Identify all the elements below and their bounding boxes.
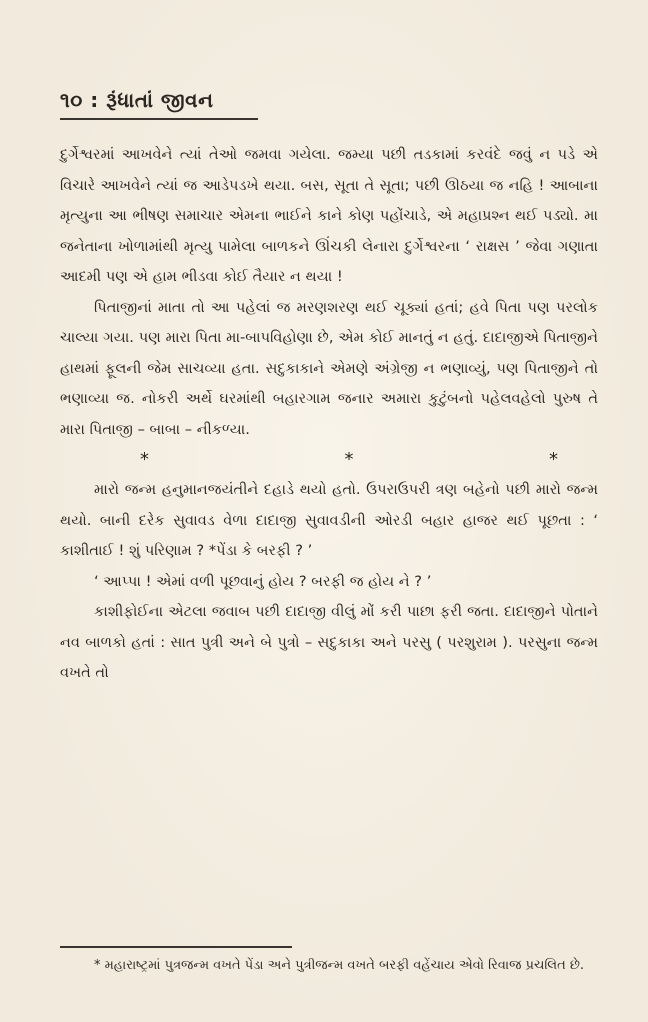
page-header: ૧૦ : રૂંધાતાં જીવન (60, 88, 214, 112)
header-underline (60, 118, 258, 120)
paragraph-4: ‘ આપ્પા ! એમાં વળી પૂછવાનું હોય ? બરફી જ હોય ને ? ’ (94, 572, 432, 590)
section-separator (60, 445, 598, 475)
page-body (60, 140, 598, 689)
separator-asterisk: * (344, 449, 354, 470)
footnote-divider (60, 946, 292, 948)
separator-asterisk: * (140, 449, 149, 470)
paragraph-2: પિતાજીનાં માતા તો આ પહેલાં જ મરણશરણ થઈ ચૂક્યાં હતાં; હવે પિતા પણ પરલોક ચાલ્યા ગયા. પણ મારા પિતા મા-બાપવિહોણા છે, એમ કોઈ માનતું ન હતું. દાદાજીએ પિતાજીને હાથમાં ફૂલની જેમ સાચવ્યા હતા. સદુકાકાને એમણે અંગ્રેજી ન ભણાવ્યું, પણ પિતાજીને તો ભણાવ્યા જ. નોકરી અર્થે ઘરમાંથી બહારગામ જનાર અમારા કુટુંબનો પહેલવહેલો પુરુષ તે મારા પિતાજી – બાબા – નીકળ્યા. (60, 298, 598, 438)
paragraph-1: દુર્ગેશ્વરમાં આખવેને ત્યાં તેઓ જમવા ગયેલા. જમ્યા પછી તડકામાં કરવંદે જવું ન પડે એ વિચારે આખવેને ત્યાં જ આડેપડખે થયા. બસ, સૂતા તે સૂતા; પછી ઊઠયા જ નહિ ! આબાના મૃત્યુના આ ભીષણ સમાચાર એમના ભાઈને કાને કોણ પહોંચાડે, એ મહાપ્રશ્ન થઈ પડ્યો. મા જનેતાના ખોળામાંથી મૃત્યુ પામેલા બાળકને ઊંચકી લેનારા દુર્ગેશ્વરના ‘ રાક્ષસ ’ જેવા ગણાતા આદમી પણ એ હામ ભીડવા કોઈ તૈયાર ન થયા ! (60, 146, 598, 285)
paragraph-3: મારો જન્મ હનુમાનજયંતીને દહાડે થયો હતો. ઉપરાઉપરી ત્રણ બહેનો પછી મારો જન્મ થયો. બાની દરેક સુવાવડ વેળા દાદાજી સુવાવડીની ઓરડી બહાર હાજર થઈ પૂછતા : ‘ કાશીતાઈ ! શું પરિણામ ? *પેંડા કે બરફી ? ’ (60, 481, 598, 559)
footnote: * મહારાષ્ટ્રમાં પુત્રજન્મ વખતે પેંડા અને પુત્રીજન્મ વખતે બરફી વહેંચાય એવો રિવાજ પ્રચલિત છે. (94, 958, 585, 973)
separator-asterisk: * (549, 449, 558, 470)
paragraph-5: કાશીફોઈના એટલા જવાબ પછી દાદાજી વીલું મોં કરી પાછા ફરી જતા. દાદાજીને પોતાને નવ બાળકો હતાં : સાત પુત્રી અને બે પુત્રો – સદુકાકા અને પરસુ ( પરશુરામ ). પરસુના જન્મ વખતે તો (60, 603, 598, 681)
